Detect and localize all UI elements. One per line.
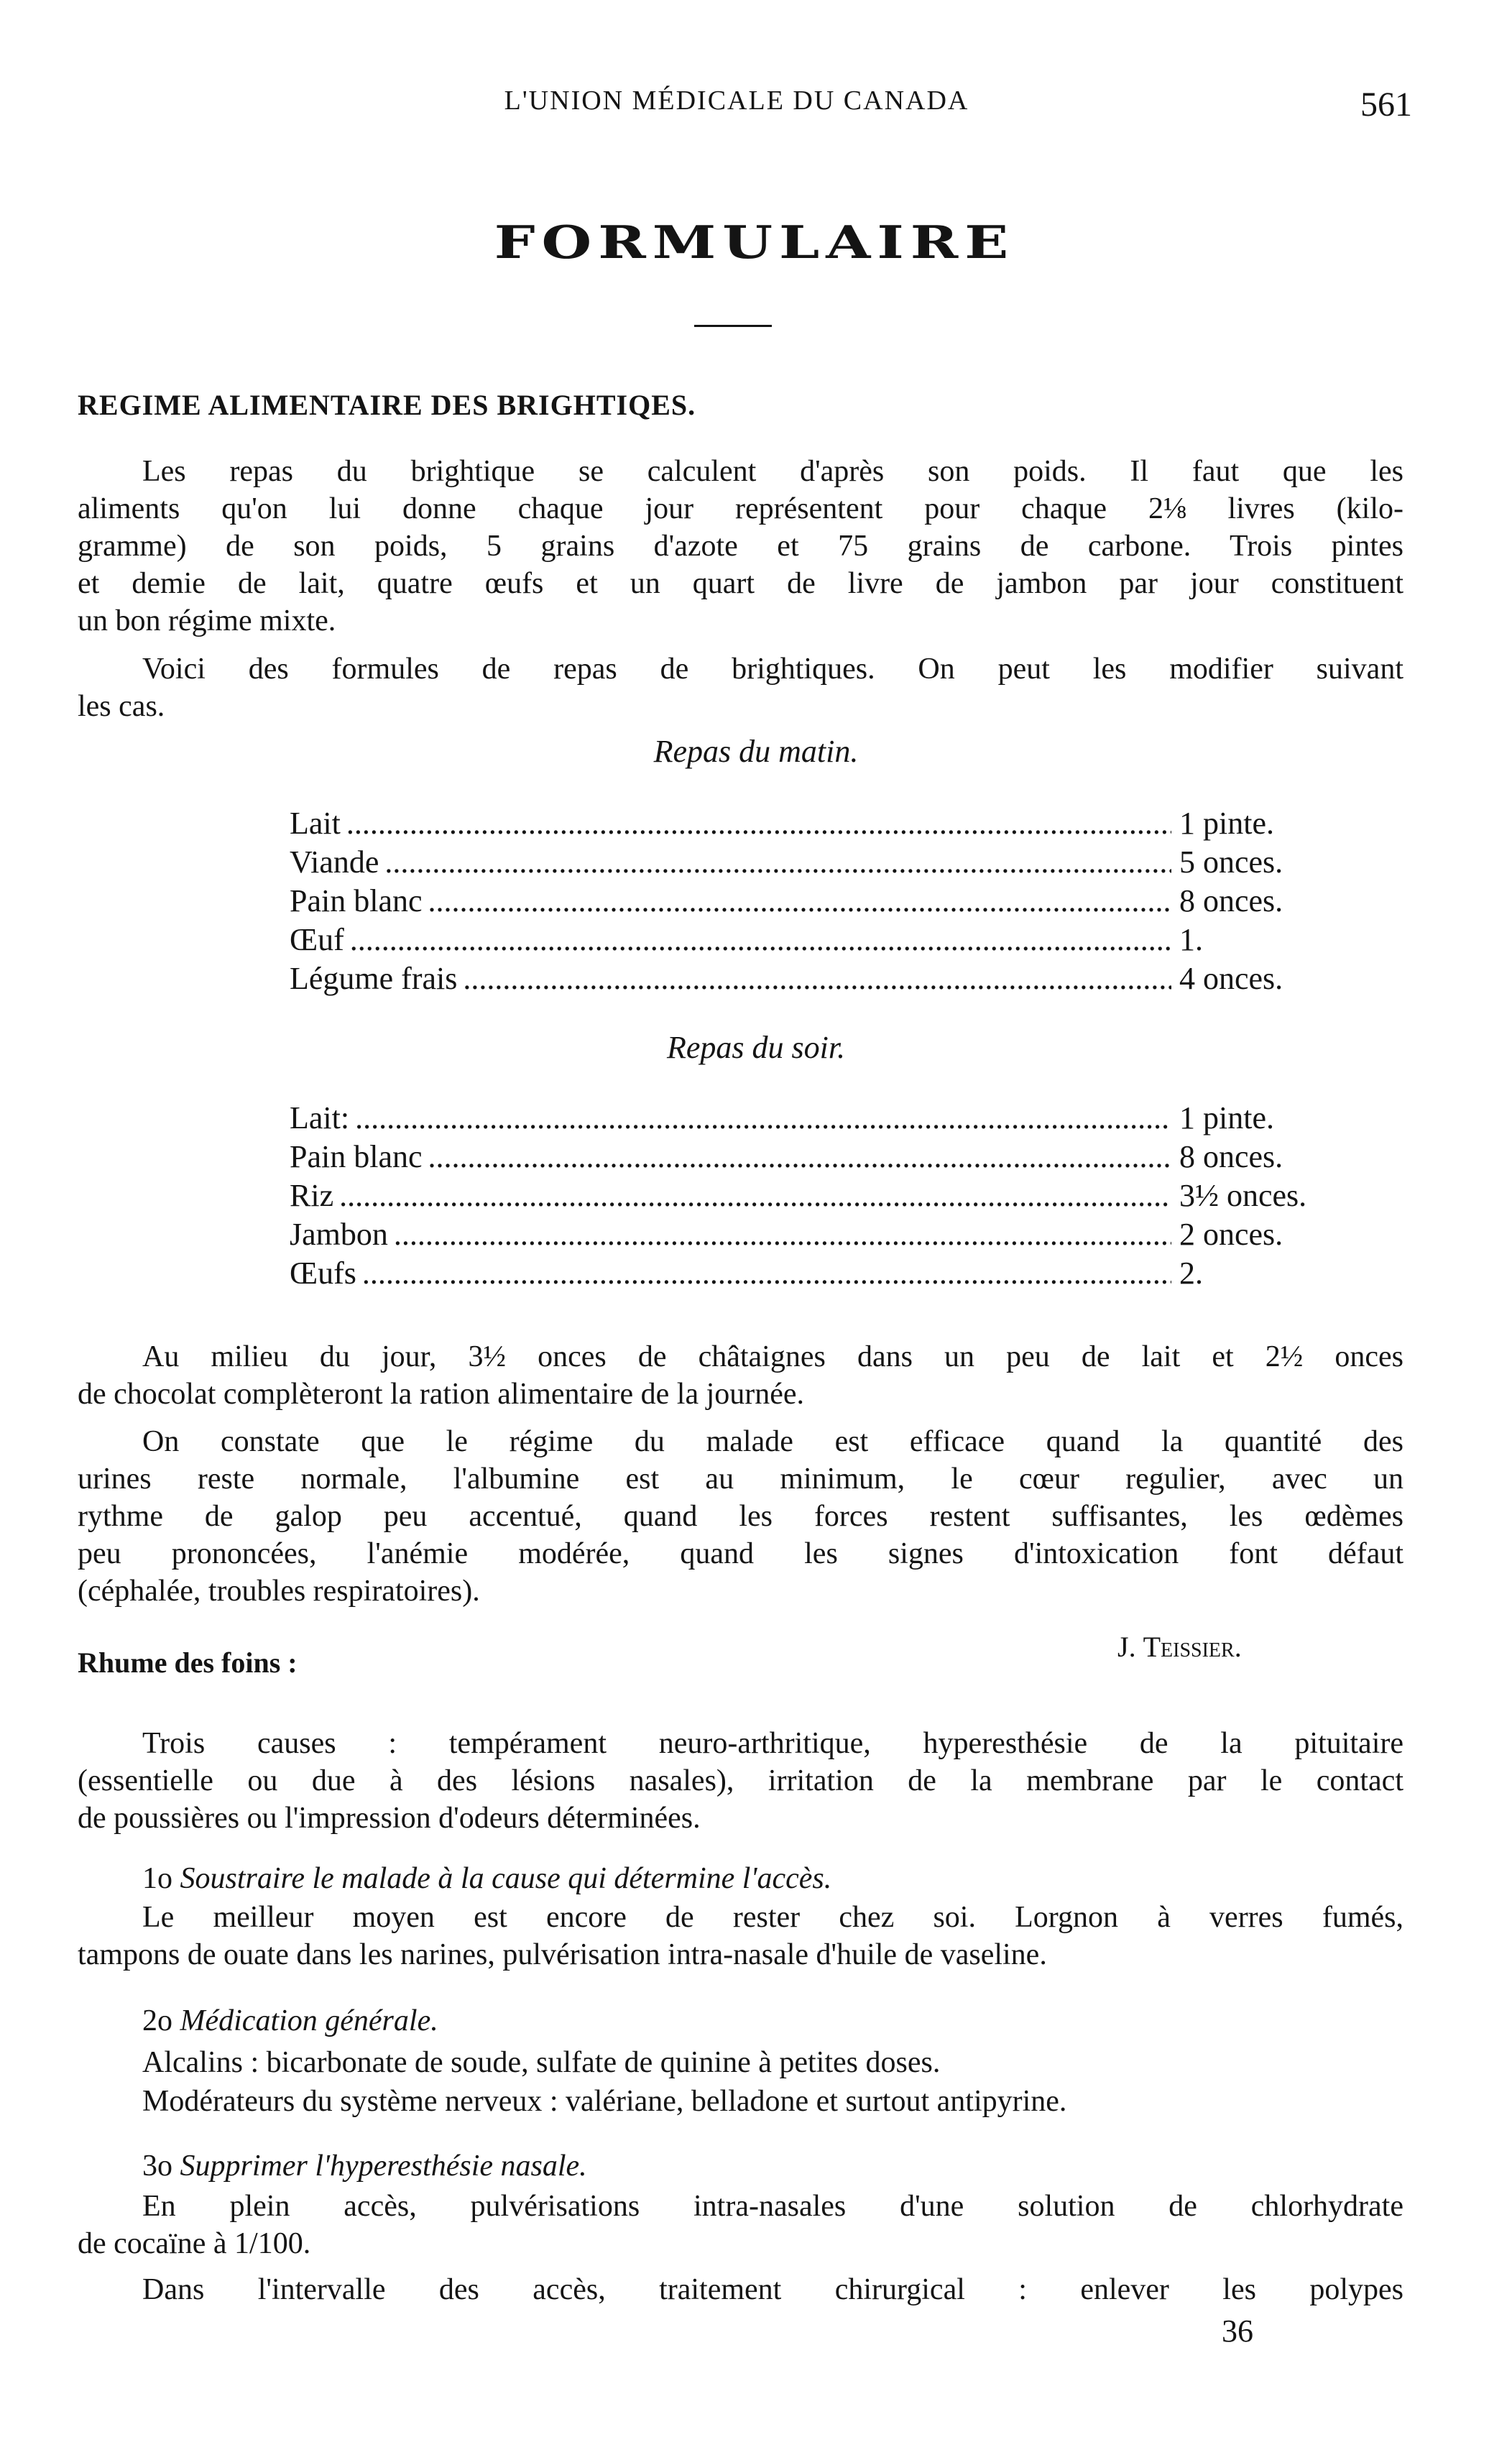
leader-dots (428, 883, 1171, 919)
leader-dots (355, 1100, 1171, 1136)
paragraph-line: et demie de lait, quatre œufs et un quart de livre de jambon par jour constituent (78, 567, 1403, 600)
menu-row (290, 1216, 1283, 1253)
menu-item-quantity: 8 onces. (1179, 1139, 1283, 1174)
signature-name: Teissier. (1143, 1631, 1242, 1663)
leader-dots (394, 1216, 1171, 1253)
paragraph-line: tampons de ouate dans les narines, pulvérisation intra-nasale d'huile de vaseline. (78, 1938, 1047, 1971)
treatment-heading-2 (142, 2004, 438, 2038)
title-rule (694, 325, 772, 327)
treatment-heading-3 (142, 2149, 587, 2183)
menu-row (290, 844, 1283, 880)
leader-dots (362, 1255, 1171, 1291)
menu-item-name: Jambon (290, 1217, 388, 1252)
menu-item-quantity: 2 onces. (1179, 1217, 1283, 1252)
paragraph-line: Alcalins : bicarbonate de soude, sulfate de quinine à petites doses. (142, 2046, 941, 2079)
item-title: Soustraire le malade à la cause qui détermine l'accès. (180, 1862, 832, 1895)
author-signature (1117, 1630, 1242, 1664)
paragraph-line: Le meilleur moyen est encore de rester chez soi. Lorgnon à verres fumés, (142, 1901, 1403, 1934)
leader-dots (428, 1138, 1171, 1175)
paragraph-line: de poussières ou l'impression d'odeurs déterminées. (78, 1802, 701, 1835)
menu-row (290, 1255, 1203, 1291)
paragraph-line: urines reste normale, l'albumine est au minimum, le cœur regulier, avec un (78, 1462, 1403, 1496)
treatment-heading-1 (142, 1861, 831, 1896)
paragraph-line: rythme de galop peu accentué, quand les forces restent suffisantes, les œdèmes (78, 1500, 1403, 1533)
paragraph-line: Voici des formules de repas de brightiques. On peut les modifier suivant (142, 653, 1403, 686)
section-heading-rhume: Rhume des foins : (78, 1646, 298, 1679)
leader-dots (384, 844, 1171, 880)
menu-row (290, 960, 1283, 997)
menu-row (290, 805, 1274, 842)
leader-dots (463, 960, 1171, 997)
menu-item-name: Lait (290, 806, 341, 841)
page-number: 561 (1360, 86, 1412, 124)
paragraph-line: Dans l'intervalle des accès, traitement chirurgical : enlever les polypes (142, 2273, 1403, 2306)
paragraph-line: de chocolat complèteront la ration alimentaire de la journée. (78, 1378, 805, 1411)
paragraph-line: aliments qu'on lui donne chaque jour représentent pour chaque 2⅛ livres (kilo- (78, 492, 1403, 525)
item-number: 2o (142, 2004, 172, 2037)
paragraph-line: (céphalée, troubles respiratoires). (78, 1575, 480, 1608)
menu-item-name: Riz (290, 1178, 334, 1213)
menu-item-name: Œufs (290, 1256, 356, 1291)
item-number: 1o (142, 1862, 172, 1895)
section-heading-regime: REGIME ALIMENTAIRE DES BRIGHTIQES. (78, 389, 696, 421)
paragraph-line: de cocaïne à 1/100. (78, 2227, 311, 2260)
menu-row (290, 1177, 1307, 1214)
menu-item-quantity: 2. (1179, 1256, 1203, 1291)
item-title: Supprimer l'hyperesthésie nasale. (180, 2150, 587, 2183)
paragraph-line: Trois causes : tempérament neuro-arthritique, hyperesthésie de la pituitaire (142, 1727, 1403, 1760)
meal-title-evening: Repas du soir. (666, 1030, 846, 1065)
menu-row (290, 1138, 1283, 1175)
leader-dots (339, 1177, 1171, 1214)
menu-item-quantity: 1 pinte. (1179, 1100, 1274, 1135)
paragraph-line: En plein accès, pulvérisations intra-nasales d'une solution de chlorhydrate (142, 2190, 1403, 2223)
paragraph-line: Les repas du brightique se calculent d'après son poids. Il faut que les (142, 455, 1403, 488)
menu-row (290, 883, 1283, 919)
menu-item-quantity: 1 pinte. (1179, 806, 1274, 841)
page-title: FORMULAIRE (494, 216, 1015, 269)
leader-dots (350, 921, 1171, 958)
menu-item-name: Pain blanc (290, 883, 423, 918)
menu-item-quantity: 8 onces. (1179, 883, 1283, 918)
paragraph-line: un bon régime mixte. (78, 604, 336, 637)
paragraph-line: On constate que le régime du malade est efficace quand la quantité des (142, 1425, 1403, 1458)
menu-row (290, 1100, 1274, 1136)
menu-item-name: Lait: (290, 1100, 350, 1135)
signature-initial: J. (1117, 1631, 1136, 1663)
menu-item-name: Légume frais (290, 961, 458, 996)
menu-item-name: Pain blanc (290, 1139, 423, 1174)
paragraph-line: (essentielle ou due à des lésions nasales), irritation de la membrane par le contact (78, 1764, 1403, 1797)
leader-dots (346, 805, 1171, 842)
paragraph-line: peu prononcées, l'anémie modérée, quand les signes d'intoxication font défaut (78, 1537, 1403, 1570)
running-title: L'UNION MÉDICALE DU CANADA (504, 86, 969, 116)
meal-title-morning: Repas du matin. (653, 734, 859, 769)
menu-item-name: Œuf (290, 922, 344, 957)
menu-item-quantity: 4 onces. (1179, 961, 1283, 996)
paragraph-line: Au milieu du jour, 3½ onces de châtaignes dans un peu de lait et 2½ onces (142, 1340, 1403, 1373)
signature-mark: 36 (1222, 2313, 1253, 2349)
menu-item-quantity: 5 onces. (1179, 844, 1283, 880)
menu-item-name: Viande (290, 844, 379, 880)
paragraph-line: les cas. (78, 690, 165, 723)
item-title: Médication générale. (180, 2004, 438, 2037)
menu-row (290, 921, 1203, 958)
menu-item-quantity: 1. (1179, 922, 1203, 957)
paragraph-line: gramme) de son poids, 5 grains d'azote et 75 grains de carbone. Trois pintes (78, 530, 1403, 563)
item-number: 3o (142, 2150, 172, 2183)
paragraph-line: Modérateurs du système nerveux : valériane, belladone et surtout antipyrine. (142, 2085, 1067, 2118)
menu-item-quantity: 3½ onces. (1179, 1178, 1307, 1213)
